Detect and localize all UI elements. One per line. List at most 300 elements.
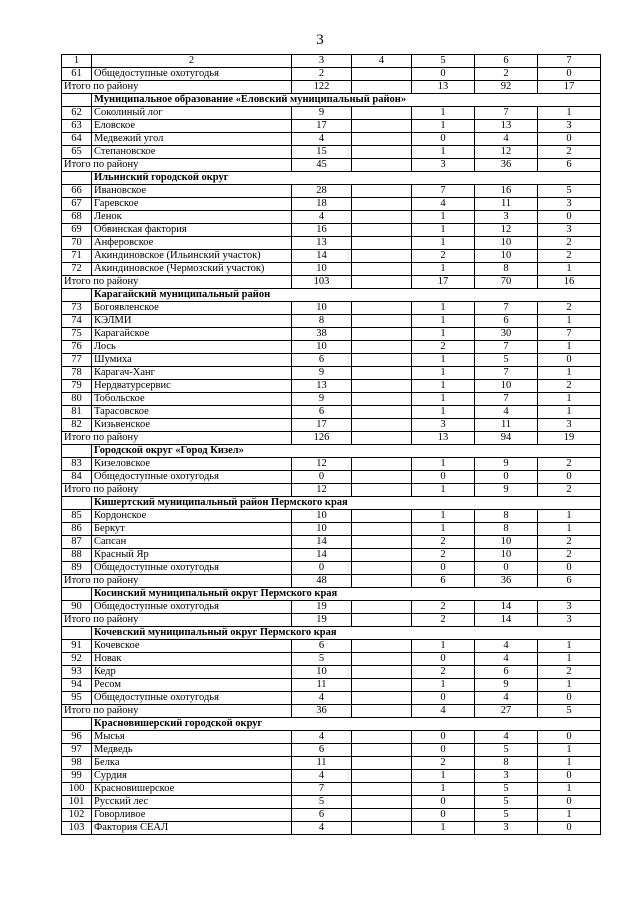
total-row	[62, 81, 601, 94]
value-c5: 1	[412, 783, 475, 796]
hunting-ground-name: Красный Яр	[92, 549, 292, 562]
value-c6: 4	[475, 731, 538, 744]
section-blank-cell	[62, 172, 92, 185]
value-c6: 5	[475, 809, 538, 822]
value-c5: 0	[412, 809, 475, 822]
value-c7: 1	[538, 393, 601, 406]
hunting-ground-name: Мысья	[92, 731, 292, 744]
value-c6: 8	[475, 523, 538, 536]
hunting-ground-name: Общедоступные охотугодья	[92, 562, 292, 575]
total-c4	[352, 159, 412, 172]
table-row	[62, 679, 601, 692]
value-c6: 10	[475, 250, 538, 263]
value-c7: 0	[538, 68, 601, 81]
hunting-ground-name: Обвинская фактория	[92, 224, 292, 237]
section-title: Муниципальное образование «Еловский муниципальный район»	[92, 94, 601, 107]
total-c3: 45	[292, 159, 352, 172]
value-c7: 3	[538, 224, 601, 237]
value-c4	[352, 679, 412, 692]
hunting-ground-name: Общедоступные охотугодья	[92, 68, 292, 81]
value-c5: 0	[412, 68, 475, 81]
value-c7: 0	[538, 133, 601, 146]
section-header-row	[62, 172, 601, 185]
row-number: 72	[62, 263, 92, 276]
value-c6: 11	[475, 419, 538, 432]
hunting-ground-name: Кочевское	[92, 640, 292, 653]
value-c3: 8	[292, 315, 352, 328]
value-c6: 7	[475, 107, 538, 120]
table-row	[62, 185, 601, 198]
hunting-ground-name: Карагайское	[92, 328, 292, 341]
row-number: 82	[62, 419, 92, 432]
column-number-7: 7	[538, 55, 601, 68]
value-c7: 1	[538, 809, 601, 822]
hunting-ground-name: Анферовское	[92, 237, 292, 250]
value-c6: 4	[475, 653, 538, 666]
value-c4	[352, 133, 412, 146]
total-row	[62, 484, 601, 497]
value-c3: 14	[292, 549, 352, 562]
value-c4	[352, 211, 412, 224]
value-c3: 7	[292, 783, 352, 796]
value-c3: 13	[292, 237, 352, 250]
total-c7: 19	[538, 432, 601, 445]
total-c3: 126	[292, 432, 352, 445]
value-c7: 2	[538, 549, 601, 562]
value-c6: 0	[475, 471, 538, 484]
value-c4	[352, 146, 412, 159]
table-row	[62, 354, 601, 367]
row-number: 90	[62, 601, 92, 614]
value-c6: 16	[475, 185, 538, 198]
row-number: 77	[62, 354, 92, 367]
hunting-ground-name: Красновишерское	[92, 783, 292, 796]
value-c7: 1	[538, 757, 601, 770]
table-body	[62, 68, 601, 835]
value-c6: 12	[475, 146, 538, 159]
value-c7: 1	[538, 640, 601, 653]
table-row	[62, 692, 601, 705]
value-c7: 2	[538, 146, 601, 159]
row-number: 80	[62, 393, 92, 406]
row-number: 84	[62, 471, 92, 484]
value-c5: 0	[412, 796, 475, 809]
value-c5: 1	[412, 393, 475, 406]
value-c3: 14	[292, 250, 352, 263]
value-c7: 0	[538, 692, 601, 705]
section-title: Карагайский муниципальный район	[92, 289, 601, 302]
value-c4	[352, 367, 412, 380]
value-c4	[352, 393, 412, 406]
hunting-ground-name: Кордонское	[92, 510, 292, 523]
value-c7: 1	[538, 315, 601, 328]
hunting-ground-name: Сурдия	[92, 770, 292, 783]
value-c7: 3	[538, 601, 601, 614]
value-c4	[352, 250, 412, 263]
value-c4	[352, 549, 412, 562]
value-c3: 28	[292, 185, 352, 198]
value-c4	[352, 120, 412, 133]
total-label: Итого по району	[62, 575, 292, 588]
total-c7: 3	[538, 614, 601, 627]
value-c7: 0	[538, 822, 601, 835]
total-label: Итого по району	[62, 276, 292, 289]
value-c3: 6	[292, 744, 352, 757]
value-c6: 10	[475, 549, 538, 562]
row-number: 95	[62, 692, 92, 705]
hunting-ground-name: Кедр	[92, 666, 292, 679]
value-c7: 1	[538, 783, 601, 796]
value-c3: 18	[292, 198, 352, 211]
value-c4	[352, 666, 412, 679]
value-c5: 1	[412, 679, 475, 692]
table-row	[62, 744, 601, 757]
total-c5: 4	[412, 705, 475, 718]
value-c6: 4	[475, 406, 538, 419]
total-c6: 36	[475, 575, 538, 588]
value-c5: 1	[412, 120, 475, 133]
value-c6: 8	[475, 757, 538, 770]
value-c4	[352, 406, 412, 419]
total-c6: 36	[475, 159, 538, 172]
row-number: 62	[62, 107, 92, 120]
value-c3: 6	[292, 406, 352, 419]
value-c4	[352, 354, 412, 367]
total-c5: 2	[412, 614, 475, 627]
table-row	[62, 133, 601, 146]
table-row	[62, 393, 601, 406]
total-c4	[352, 484, 412, 497]
value-c3: 4	[292, 822, 352, 835]
table-row	[62, 263, 601, 276]
value-c6: 10	[475, 536, 538, 549]
table-row	[62, 666, 601, 679]
table-row	[62, 536, 601, 549]
value-c3: 9	[292, 367, 352, 380]
row-number: 89	[62, 562, 92, 575]
value-c3: 12	[292, 458, 352, 471]
total-c3: 48	[292, 575, 352, 588]
value-c7: 7	[538, 328, 601, 341]
column-number-row	[62, 55, 601, 68]
table-row	[62, 341, 601, 354]
column-number-2: 2	[92, 55, 292, 68]
value-c7: 0	[538, 211, 601, 224]
value-c3: 5	[292, 796, 352, 809]
value-c7: 1	[538, 107, 601, 120]
table-row	[62, 471, 601, 484]
value-c4	[352, 419, 412, 432]
table-row	[62, 822, 601, 835]
value-c5: 0	[412, 133, 475, 146]
value-c4	[352, 315, 412, 328]
value-c3: 11	[292, 757, 352, 770]
table-row	[62, 640, 601, 653]
value-c4	[352, 809, 412, 822]
table-row	[62, 601, 601, 614]
hunting-ground-name: Тарасовское	[92, 406, 292, 419]
value-c4	[352, 341, 412, 354]
hunting-ground-name: Акиндиновское (Чермозский участок)	[92, 263, 292, 276]
value-c5: 0	[412, 653, 475, 666]
value-c5: 1	[412, 640, 475, 653]
value-c5: 1	[412, 822, 475, 835]
total-label: Итого по району	[62, 81, 292, 94]
row-number: 64	[62, 133, 92, 146]
value-c5: 1	[412, 770, 475, 783]
row-number: 63	[62, 120, 92, 133]
row-number: 100	[62, 783, 92, 796]
hunting-ground-name: Нердватурсервис	[92, 380, 292, 393]
value-c5: 1	[412, 406, 475, 419]
row-number: 71	[62, 250, 92, 263]
section-header-row	[62, 94, 601, 107]
value-c4	[352, 822, 412, 835]
value-c6: 0	[475, 562, 538, 575]
value-c4	[352, 380, 412, 393]
table-row	[62, 796, 601, 809]
row-number: 88	[62, 549, 92, 562]
row-number: 98	[62, 757, 92, 770]
total-c4	[352, 81, 412, 94]
value-c5: 1	[412, 224, 475, 237]
hunting-ground-name: Общедоступные охотугодья	[92, 471, 292, 484]
total-c6: 92	[475, 81, 538, 94]
total-c6: 14	[475, 614, 538, 627]
value-c5: 0	[412, 471, 475, 484]
value-c7: 0	[538, 770, 601, 783]
table-row	[62, 562, 601, 575]
value-c5: 2	[412, 549, 475, 562]
table-row	[62, 783, 601, 796]
value-c7: 0	[538, 471, 601, 484]
total-c3: 122	[292, 81, 352, 94]
hunting-grounds-table	[61, 54, 601, 835]
value-c4	[352, 302, 412, 315]
value-c5: 1	[412, 328, 475, 341]
value-c6: 2	[475, 68, 538, 81]
table-row	[62, 653, 601, 666]
value-c4	[352, 692, 412, 705]
hunting-ground-name: Тобольское	[92, 393, 292, 406]
row-number: 91	[62, 640, 92, 653]
hunting-ground-name: Акиндиновское (Ильинский участок)	[92, 250, 292, 263]
value-c6: 4	[475, 692, 538, 705]
hunting-ground-name: Медвежий угол	[92, 133, 292, 146]
section-blank-cell	[62, 497, 92, 510]
total-c7: 6	[538, 575, 601, 588]
value-c7: 0	[538, 354, 601, 367]
hunting-ground-name: Ресом	[92, 679, 292, 692]
total-c6: 27	[475, 705, 538, 718]
value-c5: 1	[412, 211, 475, 224]
hunting-ground-name: Медведь	[92, 744, 292, 757]
value-c4	[352, 653, 412, 666]
row-number: 79	[62, 380, 92, 393]
value-c6: 7	[475, 302, 538, 315]
row-number: 103	[62, 822, 92, 835]
row-number: 74	[62, 315, 92, 328]
value-c7: 1	[538, 367, 601, 380]
section-header-row	[62, 289, 601, 302]
value-c5: 1	[412, 354, 475, 367]
value-c5: 2	[412, 250, 475, 263]
value-c3: 38	[292, 328, 352, 341]
value-c7: 1	[538, 406, 601, 419]
value-c5: 2	[412, 341, 475, 354]
value-c4	[352, 601, 412, 614]
value-c4	[352, 224, 412, 237]
total-row	[62, 575, 601, 588]
total-c5: 13	[412, 432, 475, 445]
value-c4	[352, 744, 412, 757]
value-c4	[352, 523, 412, 536]
total-c7: 5	[538, 705, 601, 718]
value-c7: 2	[538, 380, 601, 393]
section-title: Кишертский муниципальный район Пермского края	[92, 497, 601, 510]
table-row	[62, 120, 601, 133]
total-c4	[352, 614, 412, 627]
row-number: 102	[62, 809, 92, 822]
value-c7: 2	[538, 536, 601, 549]
total-c3: 36	[292, 705, 352, 718]
value-c4	[352, 237, 412, 250]
value-c7: 1	[538, 653, 601, 666]
value-c5: 2	[412, 757, 475, 770]
value-c5: 1	[412, 380, 475, 393]
section-header-row	[62, 718, 601, 731]
row-number: 99	[62, 770, 92, 783]
value-c3: 17	[292, 419, 352, 432]
value-c3: 2	[292, 68, 352, 81]
table-row	[62, 302, 601, 315]
table-row	[62, 315, 601, 328]
value-c5: 0	[412, 562, 475, 575]
row-number: 101	[62, 796, 92, 809]
section-blank-cell	[62, 289, 92, 302]
value-c6: 14	[475, 601, 538, 614]
value-c3: 4	[292, 731, 352, 744]
value-c3: 10	[292, 302, 352, 315]
table-row	[62, 146, 601, 159]
value-c3: 17	[292, 120, 352, 133]
value-c5: 2	[412, 601, 475, 614]
value-c5: 1	[412, 146, 475, 159]
value-c3: 10	[292, 523, 352, 536]
value-c7: 1	[538, 510, 601, 523]
value-c3: 0	[292, 471, 352, 484]
value-c6: 9	[475, 458, 538, 471]
value-c6: 8	[475, 263, 538, 276]
section-header-row	[62, 588, 601, 601]
total-row	[62, 614, 601, 627]
value-c7: 1	[538, 523, 601, 536]
value-c3: 9	[292, 393, 352, 406]
total-c5: 1	[412, 484, 475, 497]
total-c3: 12	[292, 484, 352, 497]
table-row	[62, 809, 601, 822]
total-c6: 94	[475, 432, 538, 445]
section-header-row	[62, 497, 601, 510]
value-c3: 10	[292, 666, 352, 679]
row-number: 65	[62, 146, 92, 159]
total-c3: 103	[292, 276, 352, 289]
total-c7: 17	[538, 81, 601, 94]
section-title: Косинский муниципальный округ Пермского края	[92, 588, 601, 601]
total-c6: 9	[475, 484, 538, 497]
value-c4	[352, 198, 412, 211]
row-number: 85	[62, 510, 92, 523]
value-c3: 6	[292, 640, 352, 653]
value-c4	[352, 640, 412, 653]
value-c7: 3	[538, 120, 601, 133]
section-blank-cell	[62, 588, 92, 601]
hunting-ground-name: Сапсан	[92, 536, 292, 549]
value-c4	[352, 471, 412, 484]
value-c3: 14	[292, 536, 352, 549]
value-c3: 6	[292, 809, 352, 822]
table-row	[62, 523, 601, 536]
value-c5: 7	[412, 185, 475, 198]
value-c5: 1	[412, 458, 475, 471]
section-blank-cell	[62, 445, 92, 458]
value-c7: 0	[538, 731, 601, 744]
section-title: Красновишерский городской округ	[92, 718, 601, 731]
value-c3: 4	[292, 770, 352, 783]
value-c5: 3	[412, 419, 475, 432]
table-row	[62, 367, 601, 380]
total-row	[62, 432, 601, 445]
page-number: 3	[316, 32, 324, 48]
value-c3: 15	[292, 146, 352, 159]
column-number-1: 1	[62, 55, 92, 68]
value-c6: 12	[475, 224, 538, 237]
value-c6: 9	[475, 679, 538, 692]
total-c4	[352, 432, 412, 445]
value-c6: 13	[475, 120, 538, 133]
value-c4	[352, 796, 412, 809]
table-row	[62, 549, 601, 562]
section-blank-cell	[62, 718, 92, 731]
table-row	[62, 237, 601, 250]
value-c4	[352, 783, 412, 796]
value-c3: 4	[292, 133, 352, 146]
value-c4	[352, 536, 412, 549]
value-c5: 0	[412, 744, 475, 757]
value-c7: 0	[538, 796, 601, 809]
value-c7: 3	[538, 419, 601, 432]
hunting-ground-name: Кизеловское	[92, 458, 292, 471]
value-c3: 10	[292, 263, 352, 276]
hunting-ground-name: Говорливое	[92, 809, 292, 822]
table-row	[62, 510, 601, 523]
value-c7: 1	[538, 679, 601, 692]
hunting-ground-name: Беркут	[92, 523, 292, 536]
value-c5: 2	[412, 666, 475, 679]
row-number: 81	[62, 406, 92, 419]
table-row	[62, 328, 601, 341]
total-c7: 2	[538, 484, 601, 497]
row-number: 94	[62, 679, 92, 692]
table-row	[62, 198, 601, 211]
table-row	[62, 458, 601, 471]
row-number: 73	[62, 302, 92, 315]
total-c3: 19	[292, 614, 352, 627]
total-row	[62, 276, 601, 289]
value-c5: 4	[412, 198, 475, 211]
row-number: 68	[62, 211, 92, 224]
value-c6: 7	[475, 341, 538, 354]
